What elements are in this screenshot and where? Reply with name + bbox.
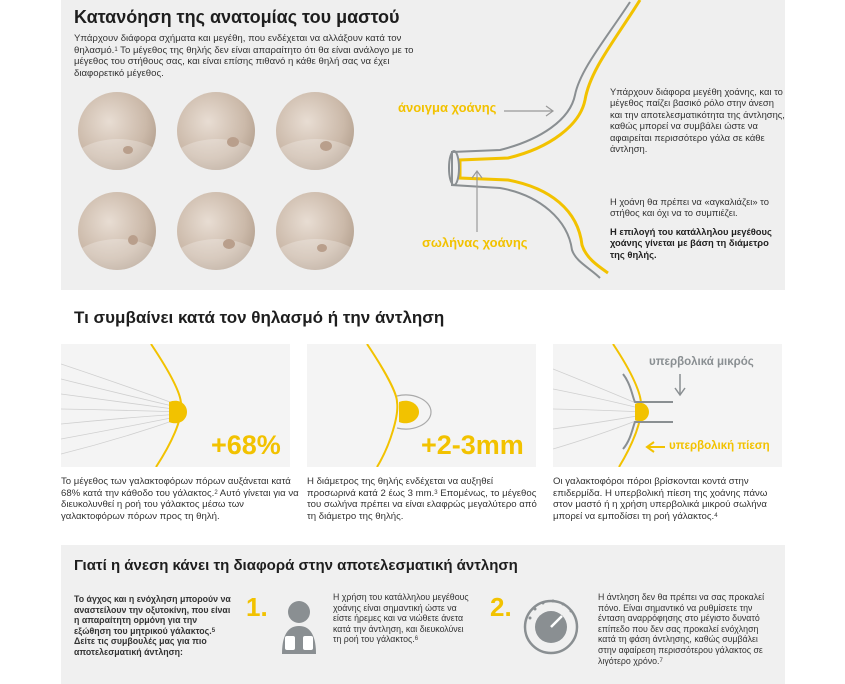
breast-shape-icon: [276, 192, 354, 270]
breast-shape-icon: [78, 92, 156, 170]
caption-nipple: Η διάμετρος της θηλής ενδέχεται να αυξηθεί προσωρινά κατά 2 έως 3 mm.$^3$ Επομένως, το μέγεθος του σωλήνα πρέπει να είναι ελαφρώς μεγαλύτερο από τη διάμετρο της θηλής.: [307, 476, 537, 522]
breast-shape-icon: [177, 192, 255, 270]
arrow-icon: [645, 440, 667, 454]
comfort-intro: Το άγχος και η ενόχληση μπορούν να αναστείλουν την οξυτοκίνη, που είναι η απαραίτητη ορμόνη για την εξώθηση του μητρικού γάλακτος.$^5$ Δείτε τις συμβουλές μας για πιο αποτελεσματική άντληση:: [74, 594, 231, 657]
arrow-icon: [502, 104, 562, 118]
anatomy-intro: Υπάρχουν διάφορα σχήματα και μεγέθη, που ενδέχεται να αλλάξουν κατά τον θηλασμό.$^1$ Το μέγεθος της θηλής δεν είναι απαραίτητο ότι θα είναι ανάλογο με το μέγεθος του στήθους σας, και είναι επίσης πιθανό η κάθε θηλή σας να έχει διαφορετικό μέγεθος.: [74, 33, 414, 79]
shield-hug-text: Η χοάνη θα πρέπει να «αγκαλιάζει» το στήθος και όχι να το συμπιέζει.: [610, 196, 769, 219]
breast-shape-icon: [276, 92, 354, 170]
label-tunnel: σωλήνας χοάνης: [422, 235, 528, 250]
shield-sizes-text: Υπάρχουν διάφορα μεγέθη χοάνης, και το μέγεθος παίζει βασικό ρόλο στην άνεση και την αποτελεσματικότητα της άντλησης, καθώς μπορεί να συμβάλει ώστε να αφαιρείται περισσότερο γάλα σε κάθε άντληση.: [610, 86, 785, 155]
caption-ducts: Το μέγεθος των γαλακτοφόρων πόρων αυξάνεται κατά 68% κατά την κάθοδο του γάλακτος.$^2$ Αυτό γίνεται για να διευκολυνθεί η ροή του γάλακτος μέσω των γαλακτοφόρων πόρων προς τη θηλή.: [61, 476, 299, 522]
label-opening: άνοιγμα χοάνης: [398, 100, 497, 115]
tip-1-text: Η χρήση του κατάλληλου μεγέθους χοάνης είναι σημαντική ώστε να είστε ήρεμες και να νιώθετε άνετα κατά την άντληση, και διευκολύνει τη ροή του γάλακτος.$^6$: [333, 592, 469, 645]
breast-shape-icon: [177, 92, 255, 170]
panel-pressure: [553, 344, 782, 467]
tip-number-2: 2.: [490, 592, 512, 622]
label-too-much-pressure: υπερβολική πίεση: [669, 440, 770, 452]
pumping-title: Τι συμβαίνει κατά τον θηλασμό ή την άντληση: [74, 308, 445, 327]
ducts-value: +68%: [211, 430, 281, 460]
anatomy-title: Κατανόηση της ανατομίας του μαστού: [74, 7, 400, 27]
nipple-value: +2-3mm: [421, 430, 524, 460]
suction-dial-icon: [522, 598, 580, 656]
shield-choice-text: Η επιλογή του κατάλληλου μεγέθους χοάνης γίνεται με βάση τη διάμετρο της θηλής.: [610, 226, 772, 260]
breast-shape-icon: [78, 192, 156, 270]
tip-number-1: 1.: [246, 592, 268, 622]
arrow-icon: [673, 372, 687, 398]
caption-pressure: Οι γαλακτοφόροι πόροι βρίσκονται κοντά στην επιδερμίδα. Η υπερβολική πίεση της χοάνης πάνω στον μαστό ή η χρήση υπερβολικά μικρού σωλήνα μπορεί να εμποδίσει τη ροή γάλακτος.$^4$: [553, 476, 768, 522]
tip-2-text: Η άντληση δεν θα πρέπει να σας προκαλεί πόνο. Είναι σημαντικό να ρυθμίσετε την ένταση αναρρόφησης στο μέγιστο δυνατό επίπεδο που δεν σας προκαλεί ενόχληση κατά τη φάση άντλησης, καθώς συμβάλει στην αφαίρεση περισσότερου γάλακτος σε λιγότερο χρόνο.$^7$: [598, 592, 765, 666]
comfort-title: Γιατί η άνεση κάνει τη διαφορά στην αποτελεσματική άντληση: [74, 557, 518, 574]
panel-nipple: [307, 344, 536, 467]
label-too-small: υπερβολικά μικρός: [649, 356, 754, 368]
arrow-icon: [470, 168, 484, 234]
mother-icon: [276, 596, 322, 656]
panel-ducts: [61, 344, 290, 467]
